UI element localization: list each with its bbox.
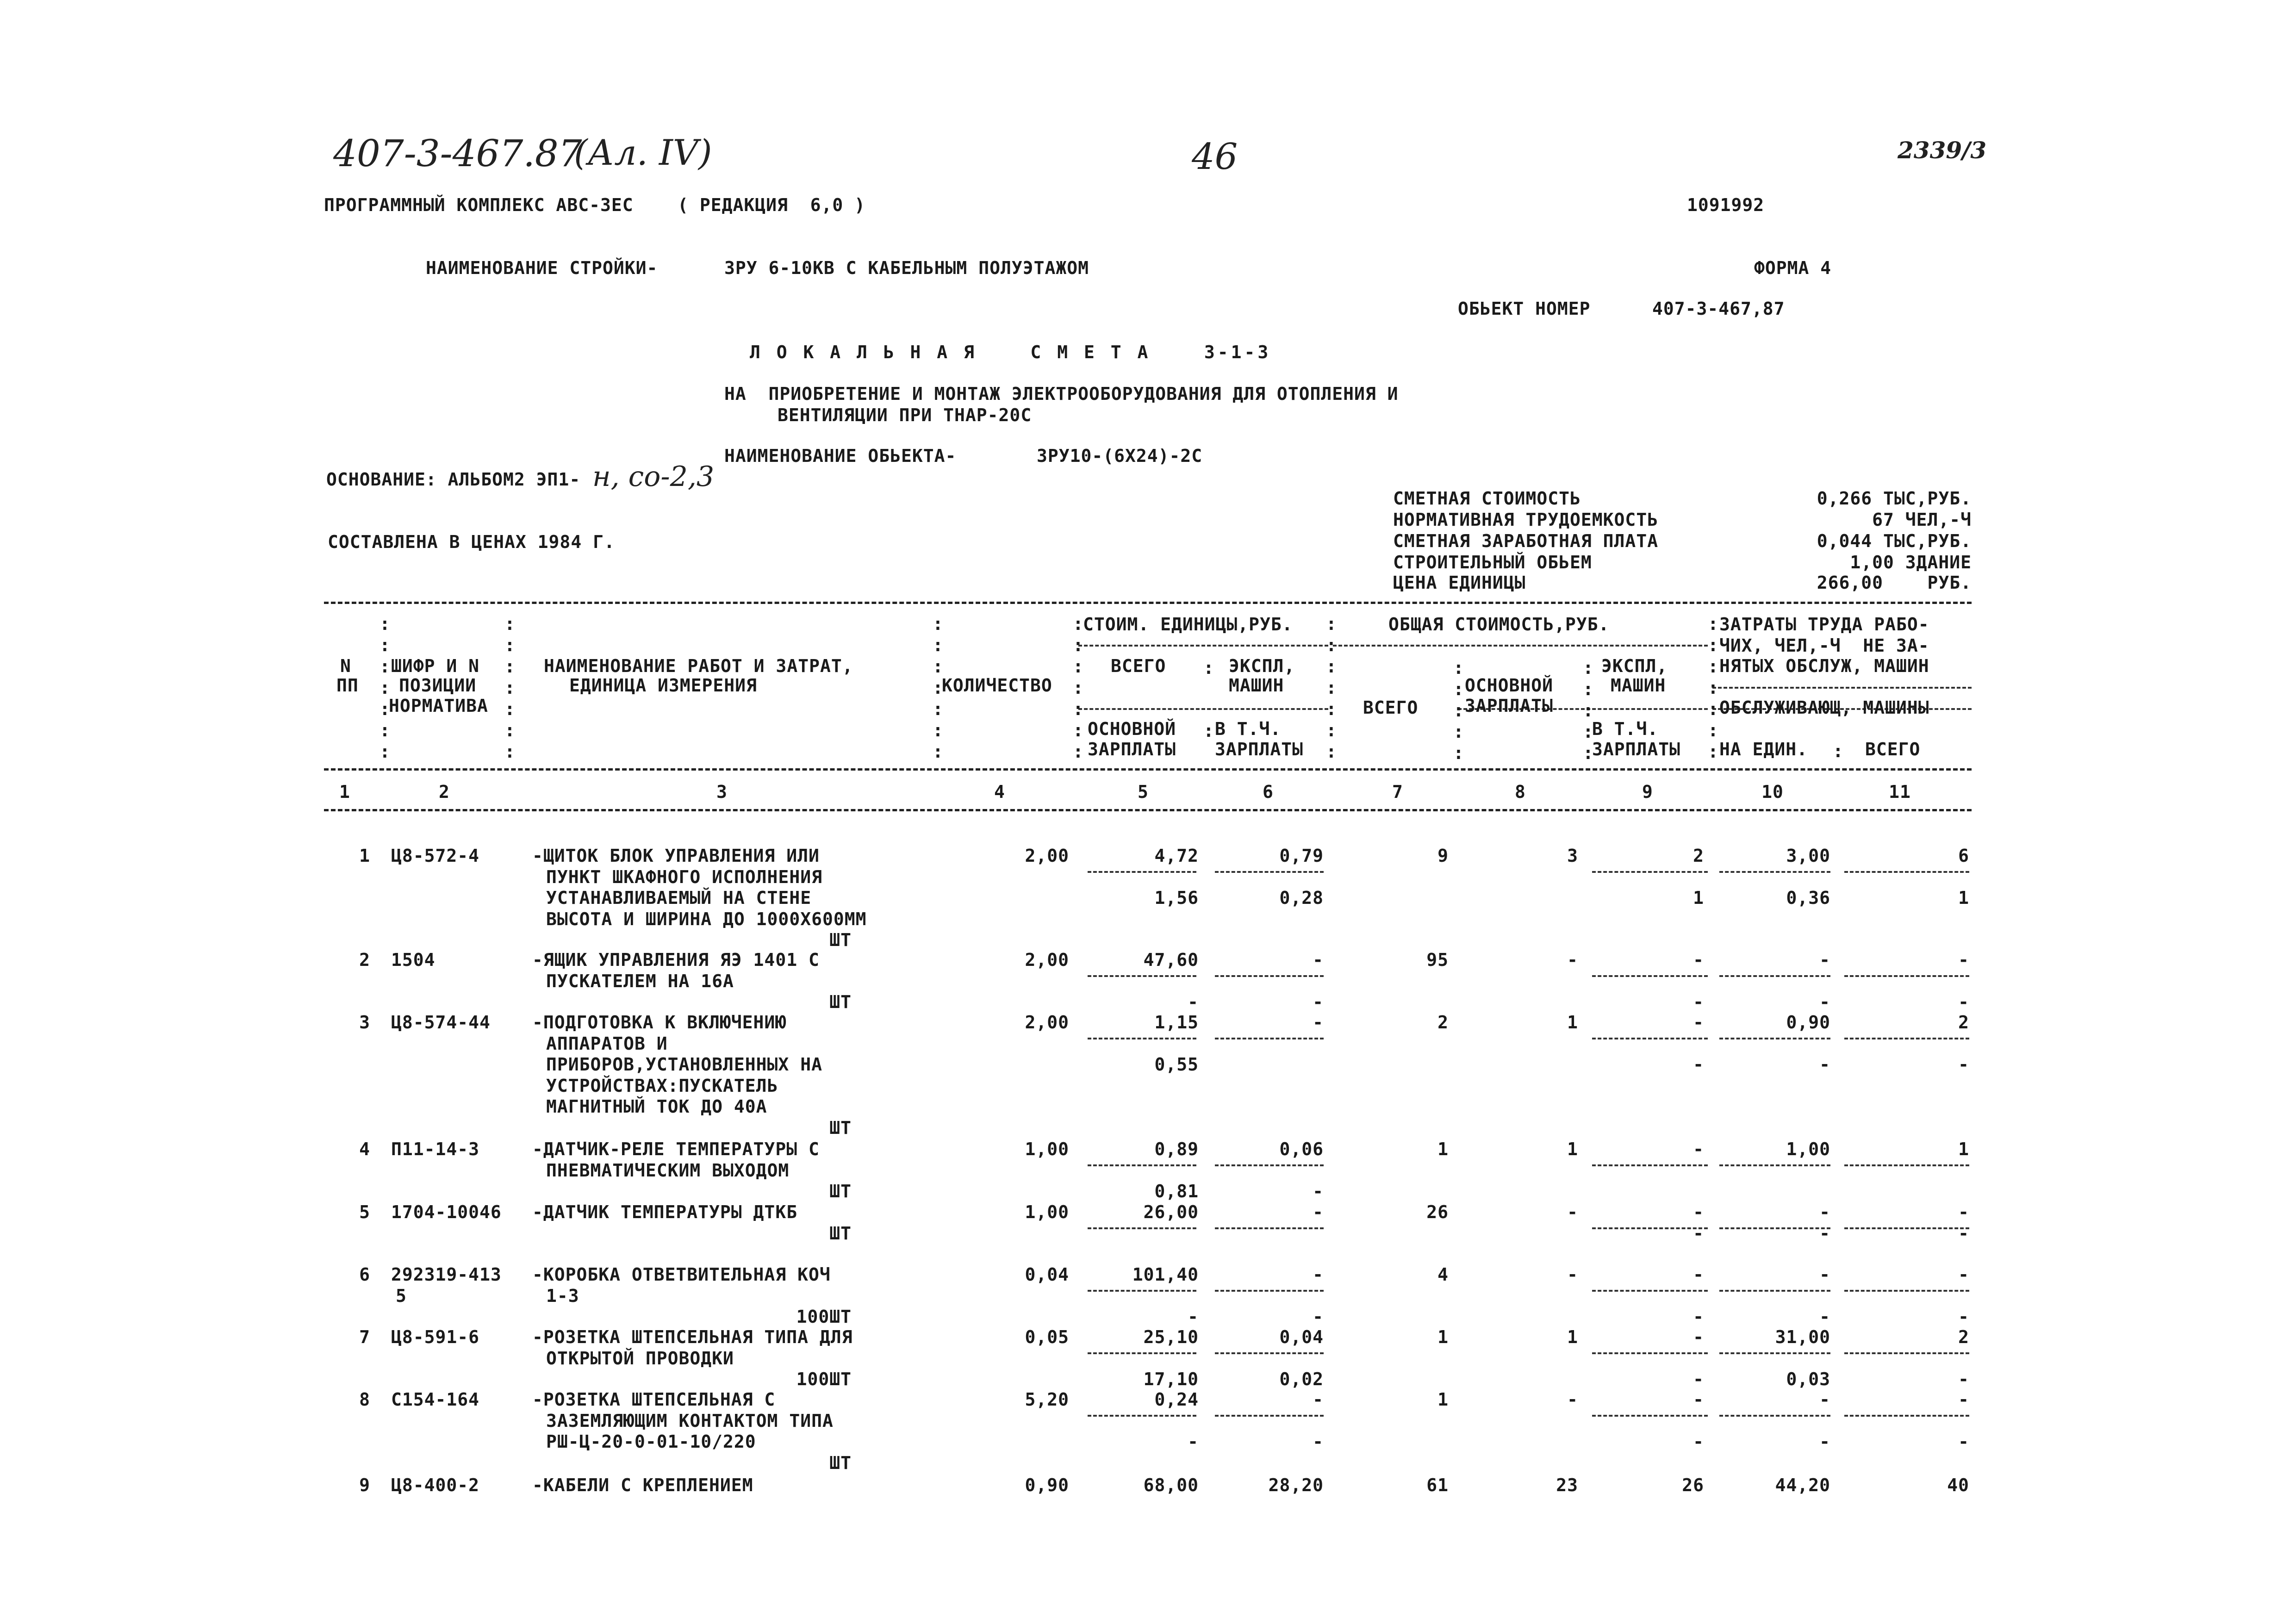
cell-qty: 0,05 [1025,1327,1069,1347]
cell-c8: 3 [1567,846,1578,866]
row-description: -КОРОБКА ОТВЕТВИТЕЛЬНАЯ КОЧ [532,1264,831,1285]
cell-c6: 28,20 [1268,1475,1324,1495]
handwritten-project-code: 407-3-467.87 [333,132,582,175]
cell-rule [1215,1038,1324,1039]
cell-c5b: - [1188,1307,1199,1327]
cell-c7: 4 [1437,1264,1449,1285]
cell-c5b: 0,55 [1154,1054,1199,1075]
row-code: Ц8-400-2 [391,1475,480,1495]
col10-head: НА ЕДИН. [1719,739,1808,759]
cell-c6b: 0,02 [1279,1369,1324,1389]
cell-c5: 1,15 [1154,1012,1199,1033]
column-number: 7 [1392,782,1403,802]
cell-c9b: - [1693,1369,1704,1389]
cell-c11b: - [1958,1223,1969,1244]
row-description: -ДАТЧИК ТЕМПЕРАТУРЫ ДТКБ [532,1202,798,1222]
cell-c6: - [1313,1264,1324,1285]
row-unit: 100ШТ [796,1369,852,1389]
row-number: 4 [359,1139,370,1159]
unit-cost-mid-rule [1078,708,1328,710]
row-unit: ШТ [829,992,852,1012]
cell-c8: 23 [1556,1475,1578,1495]
cell-rule [1088,1415,1196,1417]
column-number: 4 [994,782,1005,802]
row-code: 1504 [391,950,436,970]
cell-rule [1088,871,1196,873]
basis-label: ОСНОВАНИЕ: АЛЬБОМ2 ЭП1- [326,469,581,490]
cell-c10: 3,00 [1786,846,1830,866]
summary-label: СМЕТНАЯ СТОИМОСТЬ [1393,488,1581,509]
row-description: -ЯЩИК УПРАВЛЕНИЯ ЯЭ 1401 С [532,950,820,970]
col8-head-b: ЗАРПЛАТЫ [1465,696,1554,716]
cell-qty: 1,00 [1025,1139,1069,1159]
col9-head-salary: ЗАРПЛАТЫ [1592,739,1681,759]
cell-c10: 1,00 [1786,1139,1830,1159]
cell-rule [1592,1164,1708,1166]
row-code: Ц8-572-4 [391,846,480,866]
row-unit: ШТ [829,1117,852,1138]
cell-rule [1215,1352,1324,1354]
row-number: 5 [359,1202,370,1222]
row-description: -РОЗЕТКА ШТЕПСЕЛЬНАЯ С [532,1389,776,1410]
cell-c10: 0,90 [1786,1012,1830,1033]
col9-head-b: МАШИН [1611,675,1666,696]
column-number: 5 [1138,782,1149,802]
cell-c7: 1 [1437,1327,1449,1347]
cell-rule [1215,871,1324,873]
row-code: 292319-413 [391,1264,502,1285]
row-description: 1-3 [546,1285,579,1306]
prices-note: СОСТАВЛЕНА В ЦЕНАХ 1984 Г. [328,532,615,552]
handwritten-page-number: 46 [1192,136,1238,178]
cell-c9b: - [1693,992,1704,1012]
cell-rule [1592,871,1708,873]
handwritten-album: (Ал. IV) [574,132,712,173]
cell-c6: 0,06 [1279,1139,1324,1159]
cell-c5: 25,10 [1143,1327,1199,1347]
col11-head: ВСЕГО [1865,739,1921,759]
col6-head-salary: ЗАРПЛАТЫ [1215,739,1304,759]
column-number: 2 [439,782,450,802]
cell-qty: 2,00 [1025,950,1069,970]
cell-qty: 0,90 [1025,1475,1069,1495]
cell-rule [1719,871,1830,873]
row-code: П11-14-3 [391,1139,480,1159]
column-number: 3 [716,782,728,802]
cell-c10: 44,20 [1775,1475,1830,1495]
cell-c11b: - [1958,1307,1969,1327]
cell-c11b: - [1958,1369,1969,1389]
cell-c7: 1 [1437,1139,1449,1159]
row-description: ПУСКАТЕЛЕМ НА 16А [546,971,734,991]
document-number: 1091992 [1687,195,1765,215]
total-cost-group-head: ОБЩАЯ СТОИМОСТЬ,РУБ. [1388,614,1610,635]
cell-c5b: 1,56 [1154,888,1199,908]
cell-rule [1592,1352,1708,1354]
cell-rule [1592,975,1708,977]
cell-c5: 101,40 [1132,1264,1199,1285]
cell-c11: - [1958,1202,1969,1222]
cell-c10: - [1819,950,1830,970]
header-bottom-rule [324,768,1972,771]
cell-c9: - [1693,950,1704,970]
cell-c11: 40 [1947,1475,1969,1495]
row-number: 3 [359,1012,370,1033]
row-description: МАГНИТНЫЙ ТОК ДО 40А [546,1096,767,1117]
col6-head-b: МАШИН [1229,675,1284,696]
row-description: -КАБЕЛИ С КРЕПЛЕНИЕМ [532,1475,753,1495]
row-number: 9 [359,1475,370,1495]
row-description: УСТАНАВЛИВАЕМЫЙ НА СТЕНЕ [546,888,812,908]
cell-c5b: 0,81 [1154,1181,1199,1201]
program-title: ПРОГРАММНЫЙ КОМПЛЕКС АВС-ЗЕС ( РЕДАКЦИЯ 6,0 ) [324,195,866,215]
col-code-head-a: ШИФР И N [391,656,480,676]
cell-c10b: - [1819,1223,1830,1244]
cell-c5b: 17,10 [1143,1369,1199,1389]
summary-value: 0,044 ТЫС,РУБ. [1817,531,1972,551]
row-code: С154-164 [391,1389,480,1410]
cell-rule [1088,975,1196,977]
labor-head-line2: ЧИХ, ЧЕЛ,-Ч НЕ ЗА- [1719,635,1929,656]
cell-rule [1088,1227,1196,1229]
estimate-title: Л О К А Л Ь Н А Я С М Е Т А 3-1-3 [750,342,1271,362]
row-description: -ДАТЧИК-РЕЛЕ ТЕМПЕРАТУРЫ С [532,1139,820,1159]
cell-rule [1215,1227,1324,1229]
cell-rule [1088,1352,1196,1354]
cell-c9b: - [1693,1307,1704,1327]
cell-c9b: 1 [1693,888,1704,908]
column-number: 9 [1642,782,1653,802]
labor-rule [1712,687,1972,689]
cell-c6b: - [1313,1431,1324,1452]
unit-cost-group-head: СТОИМ. ЕДИНИЦЫ,РУБ. [1083,614,1293,635]
object-name-label: НАИМЕНОВАНИЕ ОБЬЕКТА- [724,446,957,466]
cell-c5: 68,00 [1143,1475,1199,1495]
labor-head-line3: НЯТЫХ ОБСЛУЖ, МАШИН [1719,656,1929,676]
cell-rule [1592,1415,1708,1417]
cell-qty: 2,00 [1025,1012,1069,1033]
cell-c6: 0,04 [1279,1327,1324,1347]
summary-value: 67 ЧЕЛ,-Ч [1872,510,1972,530]
row-description: ПНЕВМАТИЧЕСКИМ ВЫХОДОМ [546,1160,790,1181]
cell-rule [1088,1164,1196,1166]
cell-rule [1719,1352,1830,1354]
cell-c7: 26 [1426,1202,1449,1222]
cell-c11: 2 [1958,1327,1969,1347]
cell-c10b: 0,36 [1786,888,1830,908]
labor-head-line1: ЗАТРАТЫ ТРУДА РАБО- [1719,614,1929,635]
cell-rule [1088,1038,1196,1039]
cell-rule [1844,1352,1969,1354]
cell-c10b: - [1819,1307,1830,1327]
column-numbers-rule [324,809,1972,811]
cell-c8: - [1567,1389,1578,1410]
unit-cost-rule [1078,645,1328,647]
cell-c5: 4,72 [1154,846,1199,866]
handwritten-basis-suffix: н, со-2,3 [592,460,715,493]
cell-c7: 95 [1426,950,1449,970]
row-description: ЗАЗЕМЛЯЮЩИМ КОНТАКТОМ ТИПА [546,1410,834,1431]
col-quantity-head: КОЛИЧЕСТВО [942,675,1052,696]
row-description: ВЫСОТА И ШИРИНА ДО 1000Х600ММ [546,908,867,929]
cell-c6b: - [1313,1181,1324,1201]
cell-c8: 1 [1567,1139,1578,1159]
col-description-head-a: НАИМЕНОВАНИЕ РАБОТ И ЗАТРАТ, [544,656,853,676]
row-code: Ц8-574-44 [391,1012,491,1033]
row-number: 6 [359,1264,370,1285]
cell-rule [1215,975,1324,977]
row-unit: ШТ [829,930,852,950]
row-description: ПРИБОРОВ,УСТАНОВЛЕННЫХ НА [546,1054,822,1075]
form-label: ФОРМА 4 [1754,258,1832,278]
cell-rule [1592,1227,1708,1229]
cell-c8: - [1567,1202,1578,1222]
row-number: 7 [359,1327,370,1347]
construction-label: НАИМЕНОВАНИЕ СТРОЙКИ- [426,258,658,278]
cell-c9b: - [1693,1054,1704,1075]
estimate-purpose-line2: ВЕНТИЛЯЦИИ ПРИ ТНАР-20С [778,405,1032,425]
cell-c5: 26,00 [1143,1202,1199,1222]
cell-rule [1088,1290,1196,1292]
col6-head-incl: В Т.Ч. [1215,719,1282,739]
col5-head-salary: ЗАРПЛАТЫ [1088,739,1176,759]
cell-c10b: - [1819,1431,1830,1452]
cell-c9: - [1693,1389,1704,1410]
column-number: 10 [1761,782,1784,802]
cell-rule [1844,975,1969,977]
cell-qty: 0,04 [1025,1264,1069,1285]
col9-head-a: ЭКСПЛ, [1601,656,1668,676]
col8-head-a: ОСНОВНОЙ [1465,675,1554,696]
row-code-continuation: 5 [396,1285,407,1306]
cell-c7: 9 [1437,846,1449,866]
cell-c9: - [1693,1327,1704,1347]
row-number: 2 [359,950,370,970]
cell-c5b: - [1188,1431,1199,1452]
object-number-value: 407-3-467,87 [1652,299,1785,319]
cell-c10: - [1819,1264,1830,1285]
cell-rule [1215,1164,1324,1166]
row-code: 1704-10046 [391,1202,502,1222]
cell-c8: 1 [1567,1327,1578,1347]
col7-head-total: ВСЕГО [1363,697,1419,718]
summary-label: ЦЕНА ЕДИНИЦЫ [1393,572,1526,593]
row-unit: ШТ [829,1181,852,1201]
col-code-head-b: ПОЗИЦИИ [399,675,477,696]
cell-c9: 26 [1682,1475,1704,1495]
cell-c11b: - [1958,992,1969,1012]
cell-c9: - [1693,1139,1704,1159]
summary-value: 266,00 РУБ. [1817,572,1972,593]
row-description: -РОЗЕТКА ШТЕПСЕЛЬНАЯ ТИПА ДЛЯ [532,1327,853,1347]
cell-c7: 61 [1426,1475,1449,1495]
column-number: 1 [339,782,350,802]
cell-c8: 1 [1567,1012,1578,1033]
row-code: Ц8-591-6 [391,1327,480,1347]
cell-c7: 2 [1437,1012,1449,1033]
cell-c10: - [1819,1389,1830,1410]
row-description: УСТРОЙСТВАХ:ПУСКАТЕЛЬ [546,1075,778,1096]
row-description: РШ-Ц-20-0-01-10/220 [546,1431,756,1452]
cell-c10b: 0,03 [1786,1369,1830,1389]
row-description: АППАРАТОВ И [546,1033,668,1054]
summary-label: СМЕТНАЯ ЗАРАБОТНАЯ ПЛАТА [1393,531,1659,551]
cell-c10: 31,00 [1775,1327,1830,1347]
cell-rule [1844,1290,1969,1292]
cell-rule [1592,1038,1708,1039]
col-number-head-b: ПП [336,675,359,696]
cell-c11b: - [1958,1054,1969,1075]
cell-c6: - [1313,1012,1324,1033]
cell-c6b: 0,28 [1279,888,1324,908]
cell-c11: 2 [1958,1012,1969,1033]
row-number: 1 [359,846,370,866]
cell-qty: 1,00 [1025,1202,1069,1222]
row-description: ПУНКТ ШКАФНОГО ИСПОЛНЕНИЯ [546,866,822,887]
cell-c11: 1 [1958,1139,1969,1159]
cell-c10b: - [1819,992,1830,1012]
cell-c11: - [1958,1264,1969,1285]
cell-c6: - [1313,1389,1324,1410]
labor-head-line4: ОБСЛУЖИВАЮЩ, МАШИНЫ [1719,697,1929,718]
summary-label: СТРОИТЕЛЬНЫЙ ОБЬЕМ [1393,552,1592,572]
cell-rule [1844,871,1969,873]
row-unit: 100ШТ [796,1307,852,1327]
cell-rule [1719,1164,1830,1166]
summary-value: 1,00 ЗДАНИЕ [1850,552,1972,572]
object-number-label: ОБЬЕКТ НОМЕР [1458,299,1591,319]
cell-c11: 6 [1958,846,1969,866]
cell-rule [1215,1415,1324,1417]
cell-qty: 5,20 [1025,1389,1069,1410]
cell-c6b: - [1313,1307,1324,1327]
col5-head-total: ВСЕГО [1111,656,1166,676]
cell-c9: - [1693,1264,1704,1285]
cell-rule [1592,1290,1708,1292]
construction-name: ЗРУ 6-10КВ С КАБЕЛЬНЫМ ПОЛУЭТАЖОМ [724,258,1089,278]
estimate-purpose-line1: НА ПРИОБРЕТЕНИЕ И МОНТАЖ ЭЛЕКТРООБОРУДОВАНИЯ ДЛЯ ОТОПЛЕНИЯ И [724,384,1399,404]
col-description-head-b: ЕДИНИЦА ИЗМЕРЕНИЯ [569,675,757,696]
cell-c9b: - [1693,1431,1704,1452]
cell-c8: - [1567,1264,1578,1285]
cell-c6b: - [1313,992,1324,1012]
cell-rule [1844,1415,1969,1417]
column-number: 6 [1263,782,1274,802]
cell-c7: 1 [1437,1389,1449,1410]
summary-label: НОРМАТИВНАЯ ТРУДОЕМКОСТЬ [1393,510,1659,530]
cell-c8: - [1567,950,1578,970]
cell-rule [1719,975,1830,977]
table-top-rule [324,602,1972,604]
cell-rule [1844,1038,1969,1039]
cell-rule [1215,1290,1324,1292]
handwritten-sheet-number: 2339/3 [1898,137,1987,164]
cell-c6: - [1313,950,1324,970]
cell-qty: 2,00 [1025,846,1069,866]
row-number: 8 [359,1389,370,1410]
cell-rule [1719,1290,1830,1292]
cell-c5: 0,89 [1154,1139,1199,1159]
cell-c10: - [1819,1202,1830,1222]
cell-c9: - [1693,1202,1704,1222]
row-description: -ПОДГОТОВКА К ВКЛЮЧЕНИЮ [532,1012,787,1033]
total-cost-rule [1333,645,1708,647]
cell-c11b: - [1958,1431,1969,1452]
row-unit: ШТ [829,1452,852,1473]
row-description: ОТКРЫТОЙ ПРОВОДКИ [546,1348,734,1369]
object-name-value: ЗРУ10-(6Х24)-2С [1037,446,1203,466]
cell-rule [1719,1415,1830,1417]
column-number: 11 [1889,782,1911,802]
cell-c5: 47,60 [1143,950,1199,970]
col6-head-a: ЭКСПЛ, [1229,656,1295,676]
summary-value: 0,266 ТЫС,РУБ. [1817,488,1972,509]
col-number-head-a: N [340,656,351,676]
cell-c11b: 1 [1958,888,1969,908]
cell-rule [1844,1164,1969,1166]
column-number: 8 [1515,782,1526,802]
cell-c6: 0,79 [1279,846,1324,866]
row-description: -ЩИТОК БЛОК УПРАВЛЕНИЯ ИЛИ [532,846,820,866]
col-code-head-c: НОРМАТИВА [389,696,488,716]
cell-c6: - [1313,1202,1324,1222]
cell-c5b: - [1188,992,1199,1012]
cell-c5: 0,24 [1154,1389,1199,1410]
cell-c11: - [1958,1389,1969,1410]
cell-c9: 2 [1693,846,1704,866]
cell-rule [1719,1227,1830,1229]
cell-rule [1719,1038,1830,1039]
cell-rule [1844,1227,1969,1229]
col5-head-basic: ОСНОВНОЙ [1088,719,1176,739]
cell-c11: - [1958,950,1969,970]
cell-c10b: - [1819,1054,1830,1075]
cell-c9: - [1693,1012,1704,1033]
row-unit: ШТ [829,1223,852,1244]
col9-head-incl: В Т.Ч. [1592,719,1659,739]
cell-c9b: - [1693,1223,1704,1244]
